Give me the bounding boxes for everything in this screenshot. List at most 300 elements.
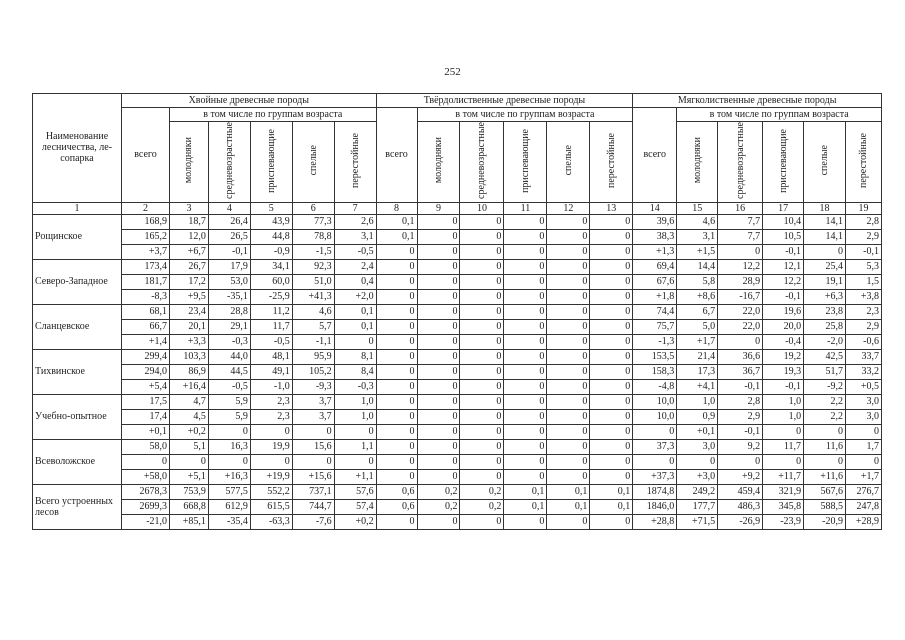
- district-name: Всего устроенных лесов: [33, 484, 122, 529]
- table-cell: +6,3: [804, 289, 846, 304]
- table-cell: 0: [460, 319, 504, 334]
- table-cell: 0: [547, 319, 590, 334]
- table-cell: 1,0: [334, 394, 376, 409]
- table-cell: 0: [417, 379, 460, 394]
- table-cell: -63,3: [250, 514, 292, 529]
- table-row: [33, 514, 882, 529]
- age-header: перестойные: [334, 122, 376, 203]
- table-cell: +8,6: [677, 289, 718, 304]
- table-cell: 0: [590, 364, 633, 379]
- table-cell: 26,7: [170, 259, 209, 274]
- table-cell: 321,9: [763, 484, 804, 499]
- table-cell: 33,2: [845, 364, 881, 379]
- table-cell: 5,9: [208, 409, 250, 424]
- table-cell: 19,6: [763, 304, 804, 319]
- table-cell: 0: [417, 439, 460, 454]
- table-cell: 0: [504, 469, 547, 484]
- table-cell: +1,7: [677, 334, 718, 349]
- table-cell: 0: [460, 244, 504, 259]
- table-cell: 0: [504, 214, 547, 229]
- table-cell: 0: [376, 439, 417, 454]
- table-cell: 0: [590, 289, 633, 304]
- table-row: [33, 454, 882, 469]
- table-cell: 4,6: [677, 214, 718, 229]
- table-cell: 26,5: [208, 229, 250, 244]
- table-cell: 7,7: [718, 229, 763, 244]
- table-cell: 92,3: [292, 259, 334, 274]
- table-row: [33, 274, 882, 289]
- table-cell: 2,9: [845, 229, 881, 244]
- table-cell: 0: [504, 364, 547, 379]
- column-number: 1: [33, 202, 122, 214]
- table-cell: 51,7: [804, 364, 846, 379]
- table-row: [33, 499, 882, 514]
- table-row: [33, 484, 882, 499]
- column-number: 16: [718, 202, 763, 214]
- table-cell: 0: [460, 334, 504, 349]
- table-cell: 44,8: [250, 229, 292, 244]
- table-cell: 68,1: [121, 304, 169, 319]
- table-cell: +0,1: [121, 424, 169, 439]
- table-cell: +1,3: [633, 244, 677, 259]
- table-cell: 0: [763, 424, 804, 439]
- table-cell: 0,2: [460, 484, 504, 499]
- table-cell: 2,8: [718, 394, 763, 409]
- table-cell: 0: [590, 244, 633, 259]
- table-cell: -4,8: [633, 379, 677, 394]
- table-row: [33, 289, 882, 304]
- table-cell: 0: [547, 514, 590, 529]
- table-cell: 0: [208, 424, 250, 439]
- table-cell: -0,9: [250, 244, 292, 259]
- table-cell: 0: [633, 454, 677, 469]
- table-cell: 0: [590, 304, 633, 319]
- table-cell: 0: [590, 229, 633, 244]
- table-cell: 0: [208, 454, 250, 469]
- table-cell: 0: [376, 454, 417, 469]
- table-cell: 58,0: [121, 439, 169, 454]
- table-cell: -0,1: [763, 244, 804, 259]
- table-cell: 12,0: [170, 229, 209, 244]
- table-cell: 0: [170, 454, 209, 469]
- table-cell: 0,6: [376, 484, 417, 499]
- table-cell: 33,7: [845, 349, 881, 364]
- table-cell: 0,9: [677, 409, 718, 424]
- table-cell: 6,7: [677, 304, 718, 319]
- table-cell: 0: [547, 454, 590, 469]
- table-cell: -0,5: [250, 334, 292, 349]
- table-row: [33, 319, 882, 334]
- table-cell: 0: [590, 469, 633, 484]
- column-number: 18: [804, 202, 846, 214]
- table-cell: 0: [376, 394, 417, 409]
- table-cell: 0: [460, 454, 504, 469]
- table-cell: +37,3: [633, 469, 677, 484]
- table-cell: 8,4: [334, 364, 376, 379]
- table-cell: 42,5: [804, 349, 846, 364]
- column-number: 15: [677, 202, 718, 214]
- table-cell: 0,1: [590, 499, 633, 514]
- table-row: [33, 379, 882, 394]
- table-cell: 0: [504, 274, 547, 289]
- table-cell: 1,0: [763, 394, 804, 409]
- table-cell: 21,4: [677, 349, 718, 364]
- table-cell: -8,3: [121, 289, 169, 304]
- table-cell: 0: [504, 349, 547, 364]
- table-cell: 0: [547, 229, 590, 244]
- table-cell: 2,9: [718, 409, 763, 424]
- table-cell: +6,7: [170, 244, 209, 259]
- age-header: молодняки: [677, 122, 718, 203]
- table-cell: 0: [460, 229, 504, 244]
- table-cell: 86,9: [170, 364, 209, 379]
- group-header-softwood: Мягколиственные древесные породы: [633, 94, 882, 108]
- table-cell: +28,8: [633, 514, 677, 529]
- table-cell: 0: [547, 274, 590, 289]
- table-cell: +3,3: [170, 334, 209, 349]
- table-cell: 3,7: [292, 394, 334, 409]
- column-number: 14: [633, 202, 677, 214]
- table-cell: 14,1: [804, 214, 846, 229]
- table-row: [33, 244, 882, 259]
- table-cell: 615,5: [250, 499, 292, 514]
- table-cell: -0,3: [208, 334, 250, 349]
- table-cell: -1,5: [292, 244, 334, 259]
- age-header: спелые: [804, 122, 846, 203]
- table-cell: 3,1: [334, 229, 376, 244]
- table-cell: 0: [590, 454, 633, 469]
- table-cell: 0: [547, 304, 590, 319]
- table-cell: 11,2: [250, 304, 292, 319]
- table-cell: 0: [460, 469, 504, 484]
- table-cell: -0,1: [208, 244, 250, 259]
- table-cell: 0,1: [504, 484, 547, 499]
- table-cell: 4,6: [292, 304, 334, 319]
- table-cell: 78,8: [292, 229, 334, 244]
- table-cell: 0: [547, 259, 590, 274]
- table-cell: 22,0: [718, 319, 763, 334]
- table-cell: +28,9: [845, 514, 881, 529]
- table-cell: +3,0: [677, 469, 718, 484]
- table-cell: 10,5: [763, 229, 804, 244]
- table-cell: 168,9: [121, 214, 169, 229]
- table-cell: 0: [504, 244, 547, 259]
- table-cell: 0: [590, 439, 633, 454]
- table-cell: 0,1: [334, 304, 376, 319]
- table-cell: 39,6: [633, 214, 677, 229]
- table-cell: 177,7: [677, 499, 718, 514]
- table-cell: 36,6: [718, 349, 763, 364]
- age-header: приспевающие: [763, 122, 804, 203]
- table-cell: 3,0: [677, 439, 718, 454]
- table-cell: 3,0: [845, 394, 881, 409]
- table-cell: 0: [376, 364, 417, 379]
- table-cell: 12,2: [763, 274, 804, 289]
- table-cell: +11,7: [763, 469, 804, 484]
- table-cell: 0: [504, 409, 547, 424]
- district-name: Всеволожское: [33, 439, 122, 484]
- table-cell: 0: [804, 454, 846, 469]
- table-cell: 0: [547, 289, 590, 304]
- column-number: 7: [334, 202, 376, 214]
- table-body: [33, 214, 882, 529]
- table-cell: 105,2: [292, 364, 334, 379]
- table-cell: 0: [376, 244, 417, 259]
- table-cell: 0: [334, 424, 376, 439]
- table-cell: 0: [376, 274, 417, 289]
- table-cell: 0: [460, 394, 504, 409]
- total-header: всего: [376, 108, 417, 203]
- table-cell: +2,0: [334, 289, 376, 304]
- table-cell: 0,2: [417, 484, 460, 499]
- table-cell: 77,3: [292, 214, 334, 229]
- table-cell: +16,3: [208, 469, 250, 484]
- table-cell: 0: [547, 334, 590, 349]
- table-cell: 0: [376, 289, 417, 304]
- table-cell: 0: [718, 334, 763, 349]
- table-cell: 0: [547, 364, 590, 379]
- table-cell: 612,9: [208, 499, 250, 514]
- table-cell: 14,1: [804, 229, 846, 244]
- table-cell: -1,1: [292, 334, 334, 349]
- table-cell: 0: [292, 454, 334, 469]
- table-cell: 10,0: [633, 394, 677, 409]
- table-cell: 18,7: [170, 214, 209, 229]
- table-cell: 668,8: [170, 499, 209, 514]
- table-row: [33, 349, 882, 364]
- table-cell: 0: [845, 424, 881, 439]
- table-cell: 5,0: [677, 319, 718, 334]
- table-row: [33, 214, 882, 229]
- column-number: 8: [376, 202, 417, 214]
- table-cell: 0: [417, 214, 460, 229]
- table-cell: +1,7: [845, 469, 881, 484]
- table-cell: 4,5: [170, 409, 209, 424]
- table-cell: +9,2: [718, 469, 763, 484]
- table-cell: 19,3: [763, 364, 804, 379]
- table-cell: 0: [417, 424, 460, 439]
- table-cell: 0: [504, 424, 547, 439]
- column-number: 12: [547, 202, 590, 214]
- table-cell: -21,0: [121, 514, 169, 529]
- table-cell: 0: [292, 424, 334, 439]
- table-cell: 17,5: [121, 394, 169, 409]
- age-header: приспевающие: [250, 122, 292, 203]
- table-cell: 9,2: [718, 439, 763, 454]
- table-cell: 0: [376, 379, 417, 394]
- table-cell: +41,3: [292, 289, 334, 304]
- table-cell: 2,3: [250, 394, 292, 409]
- table-cell: 0: [590, 424, 633, 439]
- table-cell: 2,4: [334, 259, 376, 274]
- table-cell: 0: [250, 424, 292, 439]
- table-cell: 0,2: [460, 499, 504, 514]
- table-cell: +85,1: [170, 514, 209, 529]
- age-header: средневозрастные: [718, 122, 763, 203]
- table-cell: 0: [417, 244, 460, 259]
- table-cell: 0: [460, 439, 504, 454]
- table-cell: +0,2: [334, 514, 376, 529]
- table-cell: 75,7: [633, 319, 677, 334]
- table-cell: -1,0: [250, 379, 292, 394]
- label-column-header: Наименование лесничества, ле-сопарка: [33, 94, 122, 203]
- table-cell: 53,0: [208, 274, 250, 289]
- table-cell: 0: [504, 229, 547, 244]
- table-row: [33, 334, 882, 349]
- table-cell: 181,7: [121, 274, 169, 289]
- group-header-coniferous: Хвойные древесные породы: [121, 94, 376, 108]
- table-cell: +1,8: [633, 289, 677, 304]
- table-cell: 0: [504, 259, 547, 274]
- table-cell: 158,3: [633, 364, 677, 379]
- table-cell: 5,8: [677, 274, 718, 289]
- table-cell: 69,4: [633, 259, 677, 274]
- table-cell: 0: [590, 379, 633, 394]
- table-cell: -0,4: [763, 334, 804, 349]
- table-cell: 51,0: [292, 274, 334, 289]
- table-cell: -0,5: [334, 244, 376, 259]
- age-header: спелые: [292, 122, 334, 203]
- table-cell: 0: [763, 454, 804, 469]
- table-cell: 153,5: [633, 349, 677, 364]
- table-cell: 486,3: [718, 499, 763, 514]
- table-cell: 744,7: [292, 499, 334, 514]
- table-cell: 37,3: [633, 439, 677, 454]
- table-cell: 0,4: [334, 274, 376, 289]
- table-cell: 0: [417, 349, 460, 364]
- table-cell: 0: [417, 304, 460, 319]
- table-cell: +5,4: [121, 379, 169, 394]
- table-cell: 0: [718, 244, 763, 259]
- table-cell: 0: [804, 424, 846, 439]
- table-cell: 29,1: [208, 319, 250, 334]
- district-name: Сланцевское: [33, 304, 122, 349]
- table-cell: 34,1: [250, 259, 292, 274]
- table-cell: +71,5: [677, 514, 718, 529]
- table-cell: 57,6: [334, 484, 376, 499]
- table-cell: 0: [590, 334, 633, 349]
- table-cell: 11,7: [763, 439, 804, 454]
- table-cell: +1,4: [121, 334, 169, 349]
- table-cell: 19,9: [250, 439, 292, 454]
- table-cell: 0: [718, 454, 763, 469]
- table-cell: 0: [590, 319, 633, 334]
- table-cell: +1,1: [334, 469, 376, 484]
- table-cell: 299,4: [121, 349, 169, 364]
- table-cell: 14,4: [677, 259, 718, 274]
- table-cell: 0: [376, 409, 417, 424]
- table-cell: 0: [460, 289, 504, 304]
- table-cell: 0: [547, 409, 590, 424]
- table-cell: 0: [417, 514, 460, 529]
- table-cell: -26,9: [718, 514, 763, 529]
- table-cell: 173,4: [121, 259, 169, 274]
- table-cell: 0: [417, 394, 460, 409]
- table-row: [33, 469, 882, 484]
- table-cell: 2,2: [804, 409, 846, 424]
- table-cell: 0: [250, 454, 292, 469]
- table-cell: 0,1: [334, 319, 376, 334]
- table-row: [33, 394, 882, 409]
- table-cell: 36,7: [718, 364, 763, 379]
- table-cell: 0: [677, 454, 718, 469]
- table-cell: -0,1: [763, 379, 804, 394]
- column-number: 2: [121, 202, 169, 214]
- table-cell: 0: [334, 454, 376, 469]
- table-cell: -0,6: [845, 334, 881, 349]
- column-number: 10: [460, 202, 504, 214]
- table-cell: 0,1: [590, 484, 633, 499]
- table-cell: 19,2: [763, 349, 804, 364]
- table-cell: 0: [417, 409, 460, 424]
- table-cell: 5,1: [170, 439, 209, 454]
- table-cell: 0: [376, 304, 417, 319]
- table-cell: 0: [460, 364, 504, 379]
- table-cell: 0: [417, 334, 460, 349]
- group-header-hardwood: Твёрдолиственные древесные породы: [376, 94, 633, 108]
- table-cell: 0: [590, 394, 633, 409]
- table-row: [33, 364, 882, 379]
- table-cell: -25,9: [250, 289, 292, 304]
- table-row: [33, 409, 882, 424]
- table-cell: 2,2: [804, 394, 846, 409]
- table-cell: +9,5: [170, 289, 209, 304]
- table-cell: 0: [460, 259, 504, 274]
- table-cell: -0,3: [334, 379, 376, 394]
- table-cell: 2699,3: [121, 499, 169, 514]
- table-cell: +19,9: [250, 469, 292, 484]
- table-cell: 276,7: [845, 484, 881, 499]
- table-cell: 0: [590, 409, 633, 424]
- table-cell: +0,2: [170, 424, 209, 439]
- table-cell: +4,1: [677, 379, 718, 394]
- table-cell: 1,5: [845, 274, 881, 289]
- table-cell: 247,8: [845, 499, 881, 514]
- table-cell: 0: [504, 379, 547, 394]
- table-cell: 0,2: [417, 499, 460, 514]
- table-cell: 165,2: [121, 229, 169, 244]
- table-cell: 12,1: [763, 259, 804, 274]
- district-name: Тихвинское: [33, 349, 122, 394]
- table-cell: 0: [504, 439, 547, 454]
- table-cell: 67,6: [633, 274, 677, 289]
- age-header: средневозрастные: [208, 122, 250, 203]
- table-cell: 0: [460, 379, 504, 394]
- table-cell: 74,4: [633, 304, 677, 319]
- table-cell: +0,5: [845, 379, 881, 394]
- column-number: 13: [590, 202, 633, 214]
- table-cell: 0: [376, 349, 417, 364]
- table-cell: 23,4: [170, 304, 209, 319]
- table-cell: 0: [460, 424, 504, 439]
- table-cell: 2,9: [845, 319, 881, 334]
- table-cell: 17,3: [677, 364, 718, 379]
- age-header: спелые: [547, 122, 590, 203]
- total-header: всего: [633, 108, 677, 203]
- table-cell: 0: [504, 289, 547, 304]
- column-number: 5: [250, 202, 292, 214]
- table-cell: 28,9: [718, 274, 763, 289]
- table-cell: 0: [633, 424, 677, 439]
- column-number: 4: [208, 202, 250, 214]
- table-cell: 57,4: [334, 499, 376, 514]
- table-cell: 0: [504, 514, 547, 529]
- table-cell: 0: [376, 319, 417, 334]
- table-cell: 2,8: [845, 214, 881, 229]
- table-cell: 25,8: [804, 319, 846, 334]
- table-cell: 60,0: [250, 274, 292, 289]
- forest-stock-table: [32, 93, 882, 530]
